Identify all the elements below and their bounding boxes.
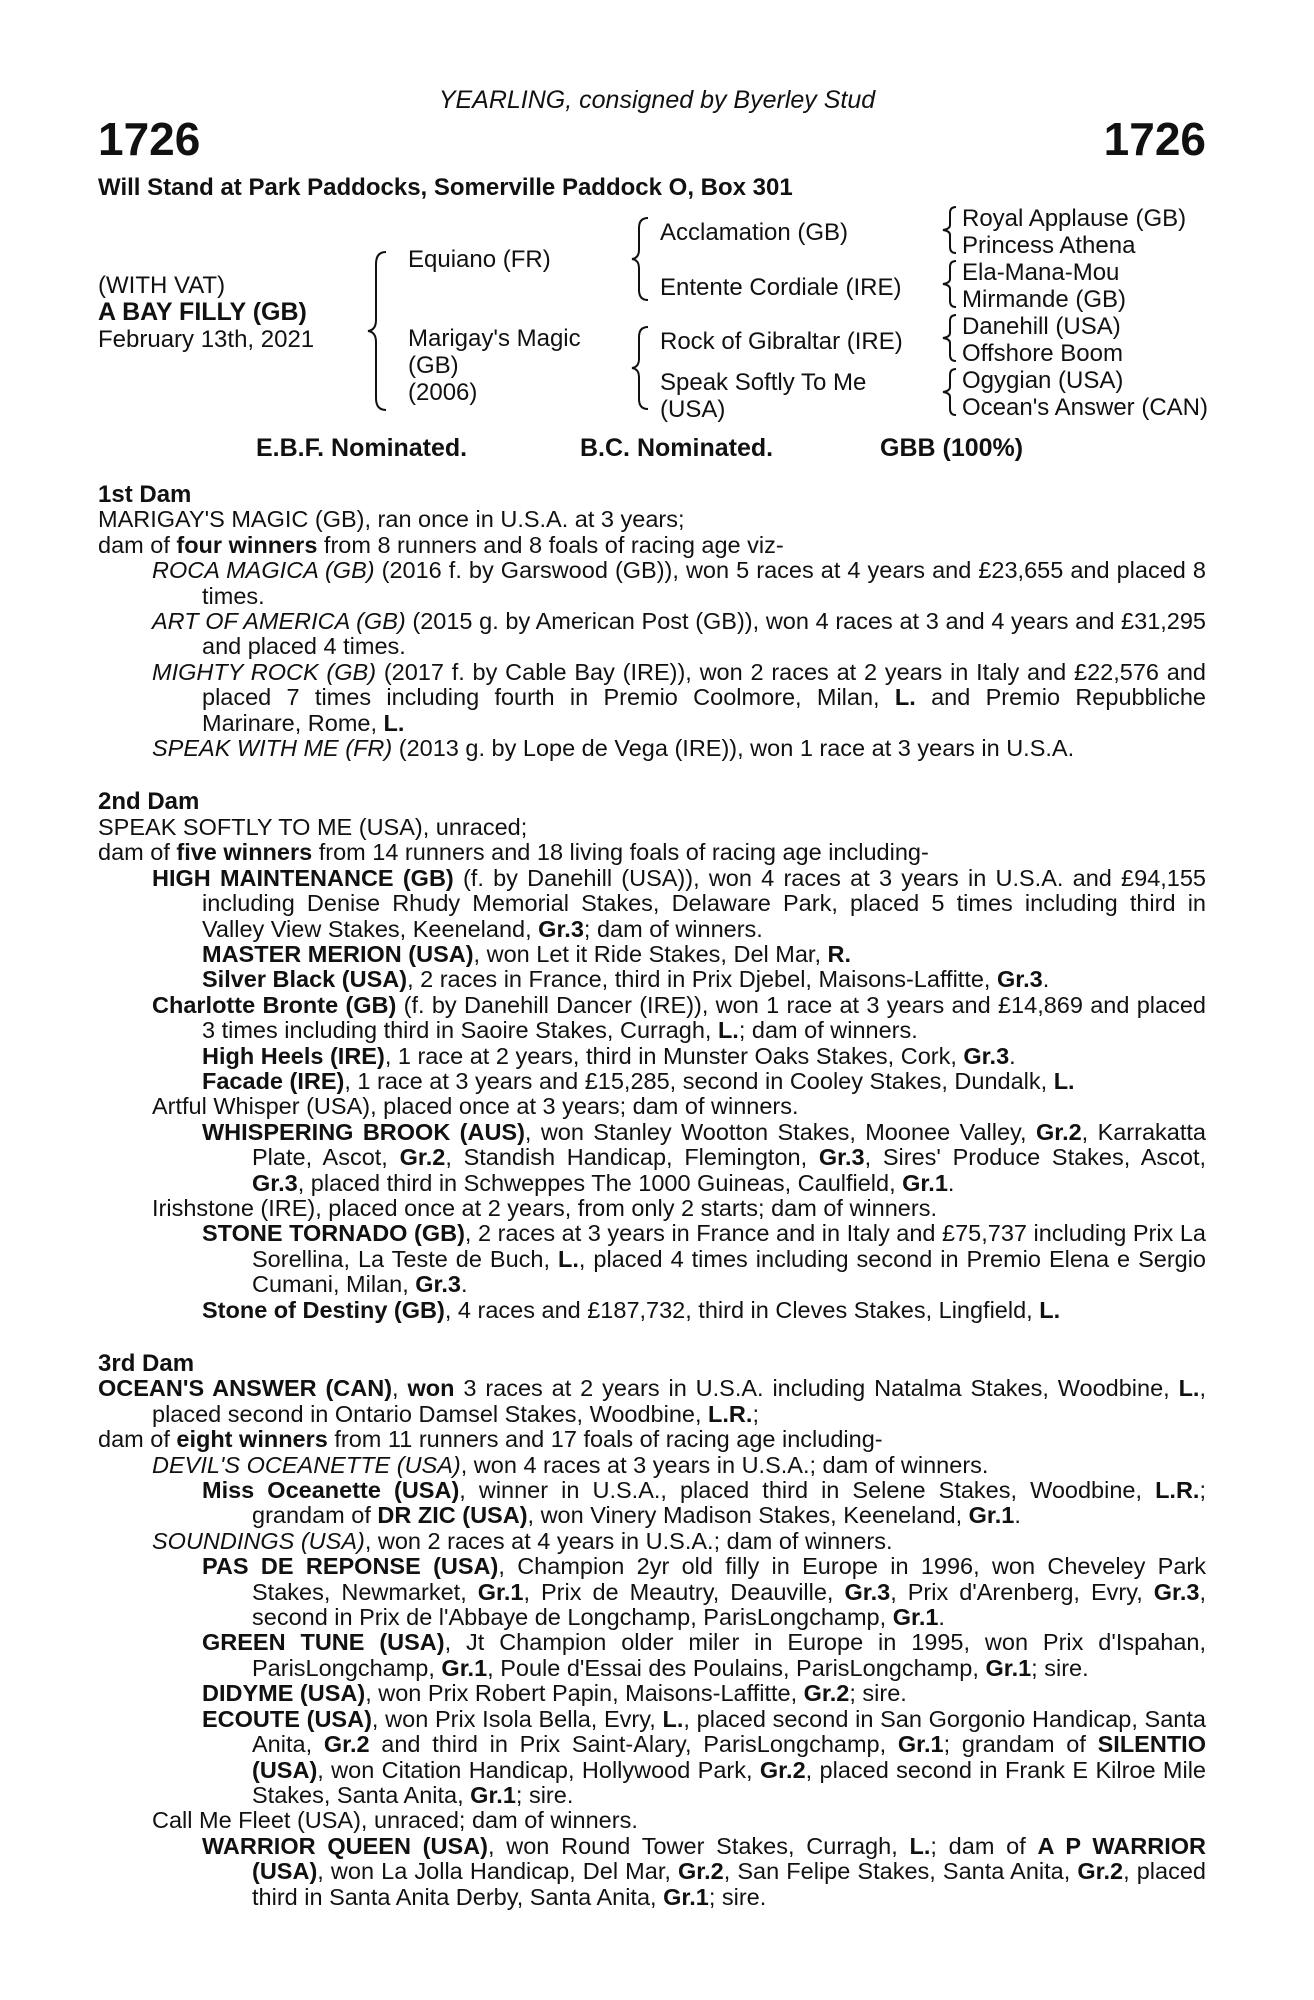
sire-dam-dam: Mirmande (GB) [962,286,1127,313]
brace-icon [940,313,960,363]
produce-entry: ECOUTE (USA), won Prix Isola Bella, Evry, L., placed second in San Gorgonio Handicap, Santa Anita, Gr.2 and third in Prix Saint-Alary, ParisLongchamp, Gr.1; grandam of SILENTIO (USA), won Citation Handicap, Hollywood Park, Gr.2, placed second in Frank E Kilroe Mile Stakes, Santa Anita, Gr.1; sire. [202,1705,1206,1808]
produce-entry: STONE TORNADO (GB), 2 races at 3 years in France and in Italy and £75,737 including Prix La Sorellina, La Teste de Buch, L., placed 4 times including second in Premio Elena e Sergio Cumani, Milan, Gr.3. [202,1220,1207,1298]
produce-entry: Charlotte Bronte (GB) (f. by Danehill Dancer (IRE)), won 1 race at 3 years and £14,869 and placed 3 times including third in Saoire Stakes, Curragh, L.; dam of winners. [152,991,1206,1044]
sire-brace-icon [628,216,654,302]
stand-location: Will Stand at Park Paddocks, Somerville Paddock O, Box 301 [98,174,793,201]
sire-dam-sire: Ela-Mana-Mou [962,259,1120,286]
sire-sire-dam: Princess Athena [962,232,1136,259]
produce-entry: SOUNDINGS (USA), won 2 races at 4 years in U.S.A.; dam of winners. [152,1527,893,1554]
produce-entry: High Heels (IRE), 1 race at 2 years, third in Munster Oaks Stakes, Cork, Gr.3. [202,1042,1016,1069]
dam-dam-line2: (USA) [660,396,726,423]
dam-brace-icon [628,325,654,411]
produce-entry: DEVIL'S OCEANETTE (USA), won 4 races at 3 years in U.S.A.; dam of winners. [152,1451,989,1478]
lot-number-right: 1726 [1103,113,1206,165]
dam-line2: (GB) [408,352,459,379]
dam-sire-dam: Offshore Boom [962,340,1123,367]
dam-produce-summary: dam of eight winners from 11 runners and 17 foals of racing age including- [98,1426,883,1453]
lot-number-left: 1726 [98,113,201,165]
catalogue-body [98,482,1206,1910]
produce-entry: ART OF AMERICA (GB) (2015 g. by American Post (GB)), won 4 races at 3 and 4 years and £31,295 and placed 4 times. [152,608,1207,660]
ebf-nomination: E.B.F. Nominated. [256,434,468,462]
horse-name: A BAY FILLY (GB) [98,298,307,326]
produce-entry: Stone of Destiny (GB), 4 races and £187,732, third in Cleves Stakes, Lingfield, L. [202,1296,1061,1323]
consignment-line: YEARLING, consigned by Byerley Stud [438,86,876,114]
dam-summary: OCEAN'S ANSWER (CAN), won 3 races at 2 years in U.S.A. including Natalma Stakes, Woodbine, L., placed second in Ontario Damsel Stakes, Woodbine, L.R.; [98,1375,1206,1427]
produce-entry: Irishstone (IRE), placed once at 2 years, from only 2 starts; dam of winners. [152,1194,937,1221]
dam-produce-summary: dam of four winners from 8 runners and 8 foals of racing age viz- [98,531,784,558]
produce-entry: Call Me Fleet (USA), unraced; dam of winners. [152,1807,638,1834]
bc-nomination: B.C. Nominated. [580,434,774,462]
produce-entry: MASTER MERION (USA), won Let it Ride Stakes, Del Mar, R. [202,940,852,967]
sire-dam: Entente Cordiale (IRE) [660,274,902,301]
foaling-date: February 13th, 2021 [98,326,315,353]
produce-entry: WHISPERING BROOK (AUS), won Stanley Wootton Stakes, Moonee Valley, Gr.2, Karrakatta Plate, Ascot, Gr.2, Standish Handicap, Flemington, Gr.3, Sires' Produce Stakes, Ascot, Gr.3, placed third in Schweppes The 1000 Guineas, Caulfield, Gr.1. [202,1118,1207,1196]
sire: Equiano (FR) [408,246,551,273]
dam-dam-dam: Ocean's Answer (CAN) [962,394,1208,421]
produce-entry: DIDYME (USA), won Prix Robert Papin, Maisons-Laffitte, Gr.2; sire. [202,1680,907,1707]
dam-dam-sire: Ogygian (USA) [962,367,1124,394]
produce-entry: Facade (IRE), 1 race at 3 years and £15,285, second in Cooley Stakes, Dundalk, L. [202,1067,1075,1094]
dam-sire: Rock of Gibraltar (IRE) [660,328,903,355]
main-brace-icon [364,250,394,412]
gbb-rating: GBB (100%) [880,434,1024,462]
section-heading: 3rd Dam [98,1350,195,1377]
produce-entry: Artful Whisper (USA), placed once at 3 years; dam of winners. [152,1093,799,1120]
vat-note: (WITH VAT) [98,272,226,299]
produce-entry: HIGH MAINTENANCE (GB) (f. by Danehill (USA)), won 4 races at 3 years in U.S.A. and £94,155 including Denise Rhudy Memorial Stakes, Delaware Park, placed 5 times including third in Valley View Stakes, Keeneland, Gr.3; dam of winners. [152,864,1207,942]
dam-line1: Marigay's Magic [408,325,581,352]
dam-dam-line1: Speak Softly To Me [660,369,867,396]
produce-entry: GREEN TUNE (USA), Jt Champion older miler in Europe in 1995, won Prix d'Ispahan, ParisLongchamp, Gr.1, Poule d'Essai des Poulains, ParisLongchamp, Gr.1; sire. [202,1629,1206,1681]
section-heading: 2nd Dam [98,788,200,816]
produce-entry: SPEAK WITH ME (FR) (2013 g. by Lope de Vega (IRE)), won 1 race at 3 years in U.S.A. [152,735,1075,762]
produce-entry: Silver Black (USA), 2 races in France, third in Prix Djebel, Maisons-Laffitte, Gr.3. [202,966,1050,993]
produce-entry: Miss Oceanette (USA), winner in U.S.A., placed third in Selene Stakes, Woodbine, L.R.; grandam of DR ZIC (USA), won Vinery Madison Stakes, Keeneland, Gr.1. [202,1477,1206,1529]
dam-summary: MARIGAY'S MAGIC (GB), ran once in U.S.A. at 3 years; [98,506,685,533]
sire-sire-sire: Royal Applause (GB) [962,205,1187,232]
produce-entry: ROCA MAGICA (GB) (2016 f. by Garswood (GB)), won 5 races at 4 years and £23,655 and placed 8 times. [152,557,1206,609]
section-heading: 1st Dam [98,481,192,508]
sire-sire: Acclamation (GB) [660,219,849,246]
produce-entry: MIGHTY ROCK (GB) (2017 f. by Cable Bay (IRE)), won 2 races at 2 years in Italy and £22,576 and placed 7 times including fourth in Premio Coolmore, Milan, L. and Premio Repubbliche Marinare, Rome, L. [152,658,1206,736]
brace-icon [940,205,960,255]
brace-icon [940,367,960,417]
dam-produce-summary: dam of five winners from 14 runners and 18 living foals of racing age including- [98,839,929,866]
dam-summary: SPEAK SOFTLY TO ME (USA), unraced; [98,813,528,840]
dam-sire-sire: Danehill (USA) [962,313,1121,340]
produce-entry: WARRIOR QUEEN (USA), won Round Tower Stakes, Curragh, L.; dam of A P WARRIOR (USA), won La Jolla Handicap, Del Mar, Gr.2, San Felipe Stakes, Santa Anita, Gr.2, placed third in Santa Anita Derby, Santa Anita, Gr.1; sire. [202,1832,1206,1910]
brace-icon [940,259,960,309]
dam-line3: (2006) [408,379,478,406]
produce-entry: PAS DE REPONSE (USA), Champion 2yr old filly in Europe in 1996, won Cheveley Park Stakes, Newmarket, Gr.1, Prix de Meautry, Deauville, Gr.3, Prix d'Arenberg, Evry, Gr.3, second in Prix de l'Abbaye de Longchamp, ParisLongchamp, Gr.1. [202,1553,1206,1631]
